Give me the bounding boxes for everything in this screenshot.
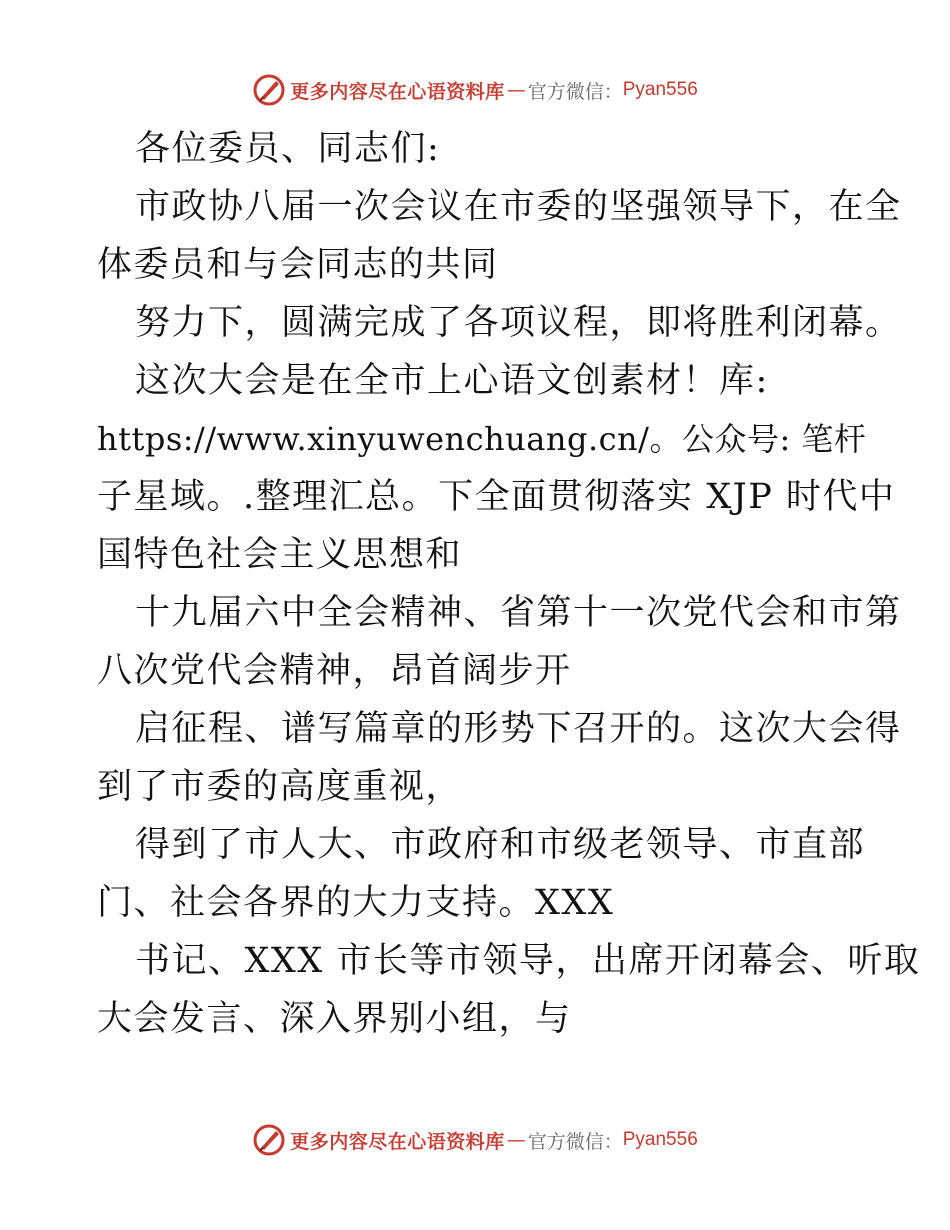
body-line: 子星域。.整理汇总。下全面贯彻落实 XJP 时代中 xyxy=(97,477,896,517)
banner-brand-text: 更多内容尽在心语资料库 xyxy=(290,1130,505,1153)
banner-separator: — xyxy=(506,1129,526,1151)
body-line: 市政协八届一次会议在市委的坚强领导下，在全 xyxy=(135,187,902,227)
body-line: 各位委员、同志们: xyxy=(135,129,441,169)
banner-separator: — xyxy=(506,79,526,101)
banner-brand-text: 更多内容尽在心语资料库 xyxy=(290,80,505,103)
body-line: 大会发言、深入界别小组，与 xyxy=(97,999,572,1039)
quill-logo-icon xyxy=(252,73,286,107)
banner-wechat-label: 官方微信： xyxy=(527,1130,623,1153)
body-line: 体委员和与会同志的共同 xyxy=(97,245,499,285)
body-line: 八次党代会精神，昂首阔步开 xyxy=(97,651,572,691)
header-banner xyxy=(0,70,950,110)
banner-wechat-label: 官方微信： xyxy=(527,80,623,103)
footer-banner xyxy=(0,1120,950,1160)
body-line: 启征程、谱写篇章的形势下召开的。这次大会得 xyxy=(135,709,902,749)
banner-wechat-id: Pyan556 xyxy=(622,1129,698,1150)
body-line: 努力下，圆满完成了各项议程，即将胜利闭幕。 xyxy=(135,303,902,343)
quill-logo-icon xyxy=(252,1123,286,1157)
body-line: 这次大会是在全市上心语文创素材！库: xyxy=(135,361,769,401)
body-line: 十九届六中全会精神、省第十一次党代会和市第 xyxy=(135,593,902,633)
body-line: 国特色社会主义思想和 xyxy=(97,535,463,575)
body-line: 门、社会各界的大力支持。XXX xyxy=(97,883,615,923)
body-line: 到了市委的高度重视， xyxy=(97,767,463,807)
body-line: 书记、XXX 市长等市领导，出席开闭幕会、听取 xyxy=(135,941,921,981)
body-line: https://www.xinyuwenchuang.cn/。公众号: 笔杆 xyxy=(97,420,867,458)
body-line: 得到了市人大、市政府和市级老领导、市直部 xyxy=(135,825,866,865)
banner-wechat-id: Pyan556 xyxy=(622,79,698,100)
document-body xyxy=(97,120,921,1048)
